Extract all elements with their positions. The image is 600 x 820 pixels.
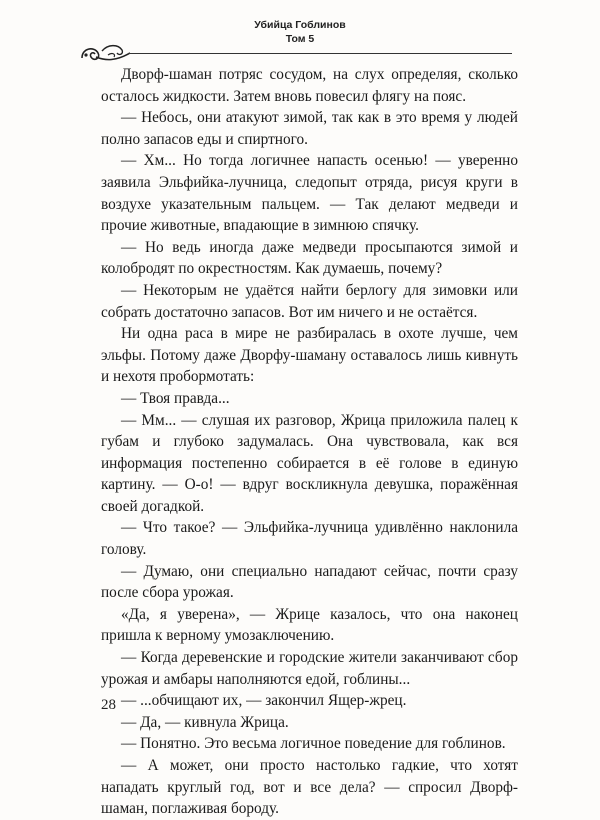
- paragraph: — Да, — кивнула Жрица.: [121, 713, 289, 731]
- paragraph: — Когда деревенские и городские жители заканчивают сбор урожая и амбары наполняются едой, гоблины...: [101, 649, 518, 688]
- scroll-ornament-icon: [78, 42, 130, 64]
- book-title: Убийца Гоблинов: [254, 19, 346, 31]
- paragraph: — Но ведь иногда даже медведи просыпаются зимой и колобродят по окрестностям. Как думаешь, почему?: [101, 238, 518, 278]
- volume-label: Том 5: [285, 33, 315, 45]
- paragraph: — Что такое? — Эльфийка-лучница удивлённо наклонила голову.: [101, 519, 518, 559]
- paragraph: — Мм... — слушая их разговор, Жрица приложила палец к губам и глубоко задумалась. Она чувствовала, как вся информация постепенно собирается в её голове в единую картину. — О-о! — вдруг воскликнула девушка, поражённая своей догадкой.: [101, 411, 518, 515]
- paragraph: Ни одна раса в мире не разбиралась в охоте лучше, чем эльфы. Потому даже Дворфу-шаману оставалось лишь кивнуть и нехотя пробормотать:: [101, 325, 518, 386]
- paragraph: — Хм... Но тогда логичнее напасть осенью! — уверенно заявила Эльфийка-лучница, следопыт отряда, рисуя круги в воздухе указательным пальцем. — Так делают медведи и прочие животные, впадающие в зимнюю спячку.: [101, 152, 518, 235]
- paragraph: Дворф-шаман потряс сосудом, на слух определяя, сколько осталось жидкости. Затем вновь повесил флягу на пояс.: [101, 66, 518, 105]
- paragraph: — Некоторым не удаётся найти берлогу для зимовки или собрать достаточно запасов. Вот им ничего и не остаётся.: [101, 281, 518, 321]
- paragraph: — Думаю, они специально нападают сейчас, почти сразу после сбора урожая.: [101, 562, 518, 602]
- header-rule: [128, 53, 512, 54]
- page-number: 28: [101, 697, 116, 713]
- paragraph: — ...обчищают их, — закончил Ящер-жрец.: [121, 692, 407, 710]
- paragraph: — Понятно. Это весьма логичное поведение для гоблинов.: [121, 735, 506, 753]
- paragraph: — Твоя правда...: [121, 389, 230, 407]
- paragraph: — Небось, они атакуют зимой, так как в это время у людей полно запасов еды и спиртного.: [101, 109, 518, 148]
- body-text: [101, 64, 518, 820]
- paragraph: «Да, я уверена», — Жрице казалось, что она наконец пришла к верному умозаключению.: [101, 605, 518, 645]
- paragraph: — А может, они просто настолько гадкие, что хотят нападать круглый год, вот и все дела? — спросил Дворф-шаман, поглаживая бороду.: [101, 757, 518, 818]
